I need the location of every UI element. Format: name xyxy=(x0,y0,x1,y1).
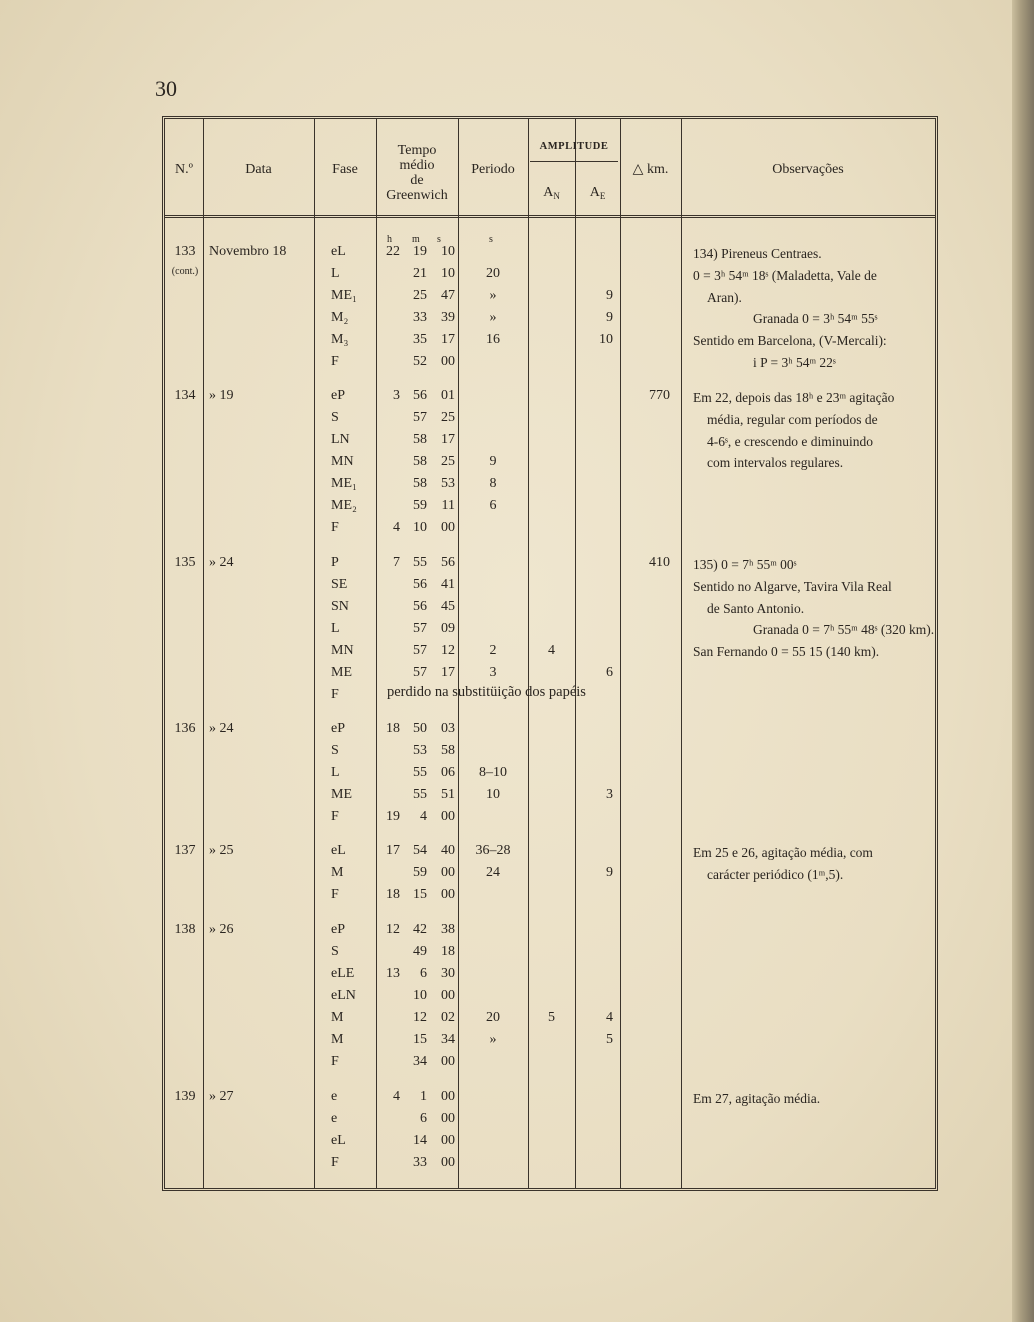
observation-line: Granada 0 = 3ʰ 54ᵐ 55ˢ xyxy=(753,311,878,327)
cell-second: 10 xyxy=(441,244,455,259)
cell-second: 17 xyxy=(441,432,455,447)
cell-minute: 21 xyxy=(413,266,427,281)
cell-fase: S xyxy=(331,410,339,425)
cell-hour: 4 xyxy=(393,520,400,535)
cell-hour: 18 xyxy=(386,721,400,736)
cell-hour: 4 xyxy=(393,1089,400,1104)
header-data: Data xyxy=(245,162,272,177)
cell-periodo: » xyxy=(489,288,497,303)
observation-block xyxy=(693,387,929,474)
cell-minute: 59 xyxy=(413,498,427,513)
cell-second: 00 xyxy=(441,1133,455,1148)
col-divider xyxy=(314,119,315,1188)
cell-minute: 12 xyxy=(413,1010,427,1025)
cell-hour: 22 xyxy=(386,244,400,259)
cell-date xyxy=(209,1089,305,1105)
cell-second: 40 xyxy=(441,843,455,858)
cell-minute: 15 xyxy=(413,1032,427,1047)
cell-periodo: » xyxy=(489,310,497,325)
cell-hour: 13 xyxy=(386,966,400,981)
cell-minute: 33 xyxy=(413,310,427,325)
date-month: » 27 xyxy=(209,1089,234,1104)
header-tempo-line: de xyxy=(410,173,424,188)
cell-fase: L xyxy=(331,765,340,780)
cell-hour: 19 xyxy=(386,809,400,824)
cell-fase: eP xyxy=(331,388,345,403)
header-an-letter: A xyxy=(543,185,554,200)
cell-hour: 7 xyxy=(393,555,400,570)
cell-second: 58 xyxy=(441,743,455,758)
cell-second: 30 xyxy=(441,966,455,981)
cell-periodo: 36–28 xyxy=(475,843,511,858)
cell-minute: 57 xyxy=(413,621,427,636)
cell-second: 38 xyxy=(441,922,455,937)
observation-line: com intervalos regulares. xyxy=(707,455,844,471)
cell-periodo: 20 xyxy=(486,266,500,281)
cell-minute: 33 xyxy=(413,1155,427,1170)
cell-date xyxy=(209,555,305,571)
header-no: N.º xyxy=(175,162,193,177)
cell-second: 41 xyxy=(441,577,455,592)
cell-second: 00 xyxy=(441,809,455,824)
observation-block xyxy=(693,243,929,374)
cell-minute: 19 xyxy=(413,244,427,259)
observation-line: 135) 0 = 7ʰ 55ᵐ 00ˢ xyxy=(693,557,797,572)
cell-amplitude-e: 3 xyxy=(606,787,613,802)
cell-minute: 14 xyxy=(413,1133,427,1148)
cell-hour: 3 xyxy=(393,388,400,403)
cell-second: 39 xyxy=(441,310,455,325)
unit-periodo: s xyxy=(489,234,493,245)
cell-fase: MN xyxy=(331,643,354,658)
cell-minute: 57 xyxy=(413,643,427,658)
cell-fase: eLN xyxy=(331,988,356,1003)
cell-fase: LN xyxy=(331,432,350,447)
cell-number: 136 xyxy=(174,721,196,736)
unit-s: s xyxy=(437,234,441,245)
cell-second: 25 xyxy=(441,454,455,469)
cell-periodo: 8–10 xyxy=(479,765,507,780)
cell-minute: 55 xyxy=(413,765,427,780)
cell-minute: 42 xyxy=(413,922,427,937)
cell-second: 10 xyxy=(441,266,455,281)
cell-fase: e xyxy=(331,1111,338,1126)
header-fase: Fase xyxy=(332,162,358,177)
cell-amplitude-e: 9 xyxy=(606,865,613,880)
cell-date xyxy=(209,843,305,859)
cell-distance: 410 xyxy=(649,555,670,570)
cell-minute: 52 xyxy=(413,354,427,369)
col-divider xyxy=(376,119,377,1188)
observation-line: Em 25 e 26, agitação média, com xyxy=(693,845,873,860)
cell-second: 17 xyxy=(441,665,455,680)
header-ae-letter: A xyxy=(589,185,600,200)
cell-amplitude-e: 4 xyxy=(606,1010,613,1025)
observation-block xyxy=(693,554,935,663)
cell-minute: 25 xyxy=(413,288,427,303)
cell-fase: P xyxy=(331,555,339,570)
cell-second: 00 xyxy=(441,865,455,880)
observation-line: 4-6ˢ, e crescendo e diminuindo xyxy=(707,433,873,449)
observation-line: Sentido em Barcelona, (V-Mercali): xyxy=(693,333,887,349)
cell-minute: 56 xyxy=(413,388,427,403)
cell-number: (cont.) xyxy=(171,266,199,277)
cell-second: 09 xyxy=(441,621,455,636)
cell-fase: M xyxy=(331,1010,344,1025)
header-rule xyxy=(165,215,935,218)
cell-periodo: 6 xyxy=(489,498,497,513)
cell-fase: ME₁ xyxy=(331,476,357,491)
cell-fase: ME xyxy=(331,665,352,680)
cell-number: 137 xyxy=(174,843,196,858)
cell-second: 25 xyxy=(441,410,455,425)
cell-fase: ME₁ xyxy=(331,288,357,303)
cell-fase: M xyxy=(331,865,344,880)
cell-minute: 10 xyxy=(413,520,427,535)
header-an xyxy=(528,185,575,204)
lost-record-note: perdido na substitüição dos papéis xyxy=(387,684,586,700)
observation-line: Sentido no Algarve, Tavira Vila Real xyxy=(693,578,892,594)
cell-fase: ME₂ xyxy=(331,498,357,513)
cell-second: 02 xyxy=(441,1010,455,1025)
cell-date xyxy=(209,721,305,737)
cell-amplitude-e: 5 xyxy=(606,1032,613,1047)
cell-periodo: 8 xyxy=(489,476,497,491)
cell-second: 00 xyxy=(441,354,455,369)
cell-fase: M₂ xyxy=(331,310,349,325)
cell-fase: eL xyxy=(331,244,346,259)
cell-amplitude-e: 9 xyxy=(606,310,613,325)
cell-fase: F xyxy=(331,809,339,824)
cell-date xyxy=(209,388,305,404)
observation-line: Em 27, agitação média. xyxy=(693,1091,821,1106)
cell-number: 139 xyxy=(174,1089,196,1104)
cell-fase: F xyxy=(331,520,339,535)
observation-line: Aran). xyxy=(707,289,742,305)
cell-minute: 57 xyxy=(413,410,427,425)
cell-periodo: 3 xyxy=(489,665,497,680)
header-ae-sub: E xyxy=(599,191,606,201)
cell-second: 56 xyxy=(441,555,455,570)
cell-fase: S xyxy=(331,743,339,758)
header-observacoes: Observações xyxy=(772,162,844,177)
col-divider xyxy=(681,119,682,1188)
cell-fase: F xyxy=(331,887,339,902)
cell-second: 00 xyxy=(441,988,455,1003)
cell-second: 11 xyxy=(441,498,455,513)
cell-fase: SE xyxy=(331,577,348,592)
cell-amplitude-n: 4 xyxy=(548,643,555,658)
cell-fase: F xyxy=(331,354,339,369)
observation-line: Em 22, depois das 18ʰ e 23ᵐ agitação xyxy=(693,390,895,405)
cell-distance: 770 xyxy=(649,388,670,403)
cell-periodo: » xyxy=(489,1032,497,1047)
cell-fase: SN xyxy=(331,599,349,614)
cell-minute: 56 xyxy=(413,599,427,614)
cell-date xyxy=(209,244,305,260)
date-month: » 19 xyxy=(209,388,234,403)
cell-second: 03 xyxy=(441,721,455,736)
header-ae xyxy=(575,185,620,204)
cell-minute: 54 xyxy=(413,843,427,858)
cell-minute: 56 xyxy=(413,577,427,592)
cell-minute: 4 xyxy=(420,809,427,824)
page-number: 30 xyxy=(155,76,177,101)
cell-fase: ME xyxy=(331,787,352,802)
seismic-table xyxy=(162,116,938,1191)
cell-second: 53 xyxy=(441,476,455,491)
book-edge xyxy=(1012,0,1034,1322)
cell-fase: eL xyxy=(331,1133,346,1148)
observation-line: 0 = 3ʰ 54ᵐ 18ˢ (Maladetta, Vale de xyxy=(693,267,877,283)
unit-h: h xyxy=(387,234,392,245)
cell-fase: F xyxy=(331,1155,339,1170)
cell-minute: 15 xyxy=(413,887,427,902)
observation-line: San Fernando 0 = 55 15 (140 km). xyxy=(693,644,880,660)
cell-amplitude-e: 6 xyxy=(606,665,613,680)
cell-fase: F xyxy=(331,687,339,702)
cell-second: 00 xyxy=(441,1155,455,1170)
cell-minute: 34 xyxy=(413,1054,427,1069)
cell-minute: 1 xyxy=(420,1089,427,1104)
cell-minute: 55 xyxy=(413,787,427,802)
cell-second: 01 xyxy=(441,388,455,403)
cell-second: 00 xyxy=(441,1111,455,1126)
observation-line: de Santo Antonio. xyxy=(707,600,805,616)
observation-line: média, regular com períodos de xyxy=(707,411,878,427)
header-amplitude: AMPLITUDE xyxy=(539,141,609,152)
date-month: » 24 xyxy=(209,721,234,736)
cell-amplitude-n: 5 xyxy=(548,1010,555,1025)
cell-minute: 58 xyxy=(413,476,427,491)
cell-minute: 6 xyxy=(420,1111,427,1126)
cell-minute: 49 xyxy=(413,944,427,959)
cell-periodo: 2 xyxy=(489,643,497,658)
cell-fase: L xyxy=(331,266,340,281)
observation-line: i P = 3ʰ 54ᵐ 22ˢ xyxy=(753,354,836,370)
cell-second: 00 xyxy=(441,520,455,535)
cell-periodo: 9 xyxy=(489,454,497,469)
cell-fase: M₃ xyxy=(331,332,349,347)
observation-block xyxy=(693,842,929,886)
cell-fase: L xyxy=(331,621,340,636)
cell-fase: eP xyxy=(331,922,345,937)
date-month: » 24 xyxy=(209,555,234,570)
col-divider xyxy=(620,119,621,1188)
unit-m: m xyxy=(412,234,420,245)
cell-periodo: 24 xyxy=(486,865,500,880)
cell-minute: 58 xyxy=(413,432,427,447)
cell-periodo: 10 xyxy=(486,787,500,802)
cell-hour: 18 xyxy=(386,887,400,902)
col-divider xyxy=(458,119,459,1188)
cell-minute: 35 xyxy=(413,332,427,347)
cell-fase: eP xyxy=(331,721,345,736)
observation-line: Granada 0 = 7ʰ 55ᵐ 48ˢ (320 km). xyxy=(753,622,935,638)
cell-hour: 17 xyxy=(386,843,400,858)
cell-number: 134 xyxy=(174,388,196,403)
header-tempo-line: Tempo xyxy=(397,143,437,158)
cell-minute: 50 xyxy=(413,721,427,736)
cell-fase: MN xyxy=(331,454,354,469)
cell-second: 51 xyxy=(441,787,455,802)
header-km: △ km. xyxy=(632,162,669,177)
cell-minute: 6 xyxy=(420,966,427,981)
date-month: » 25 xyxy=(209,843,234,858)
cell-fase: eL xyxy=(331,843,346,858)
col-divider xyxy=(575,119,576,1188)
cell-second: 00 xyxy=(441,887,455,902)
observation-line: 134) Pireneus Centraes. xyxy=(693,246,822,261)
cell-second: 00 xyxy=(441,1089,455,1104)
header-an-sub: N xyxy=(553,191,560,201)
cell-minute: 53 xyxy=(413,743,427,758)
cell-fase: e xyxy=(331,1089,338,1104)
amplitude-underline xyxy=(530,161,618,162)
cell-second: 18 xyxy=(441,944,455,959)
cell-periodo: 20 xyxy=(486,1010,500,1025)
cell-hour: 12 xyxy=(386,922,400,937)
cell-minute: 55 xyxy=(413,555,427,570)
cell-periodo: 16 xyxy=(486,332,500,347)
date-month: Novembro 18 xyxy=(209,244,287,259)
cell-number: 133 xyxy=(174,244,196,259)
observation-block xyxy=(693,1088,929,1110)
header-tempo xyxy=(376,143,458,203)
cell-minute: 58 xyxy=(413,454,427,469)
date-month: » 26 xyxy=(209,922,234,937)
cell-fase: eLE xyxy=(331,966,355,981)
cell-fase: M xyxy=(331,1032,344,1047)
cell-second: 12 xyxy=(441,643,455,658)
cell-number: 135 xyxy=(174,555,196,570)
cell-second: 45 xyxy=(441,599,455,614)
cell-minute: 59 xyxy=(413,865,427,880)
cell-second: 17 xyxy=(441,332,455,347)
observation-line: carácter periódico (1ᵐ,5). xyxy=(707,866,844,882)
cell-minute: 10 xyxy=(413,988,427,1003)
cell-second: 47 xyxy=(441,288,455,303)
cell-number: 138 xyxy=(174,922,196,937)
header-periodo: Periodo xyxy=(471,162,515,177)
cell-second: 06 xyxy=(441,765,455,780)
cell-fase: S xyxy=(331,944,339,959)
cell-date xyxy=(209,922,305,938)
cell-second: 00 xyxy=(441,1054,455,1069)
col-divider xyxy=(203,119,204,1188)
header-tempo-line: Greenwich xyxy=(386,188,448,203)
cell-fase: F xyxy=(331,1054,339,1069)
cell-amplitude-e: 9 xyxy=(606,288,613,303)
cell-amplitude-e: 10 xyxy=(599,332,613,347)
cell-second: 34 xyxy=(441,1032,455,1047)
cell-minute: 57 xyxy=(413,665,427,680)
header-tempo-line: médio xyxy=(399,158,435,173)
